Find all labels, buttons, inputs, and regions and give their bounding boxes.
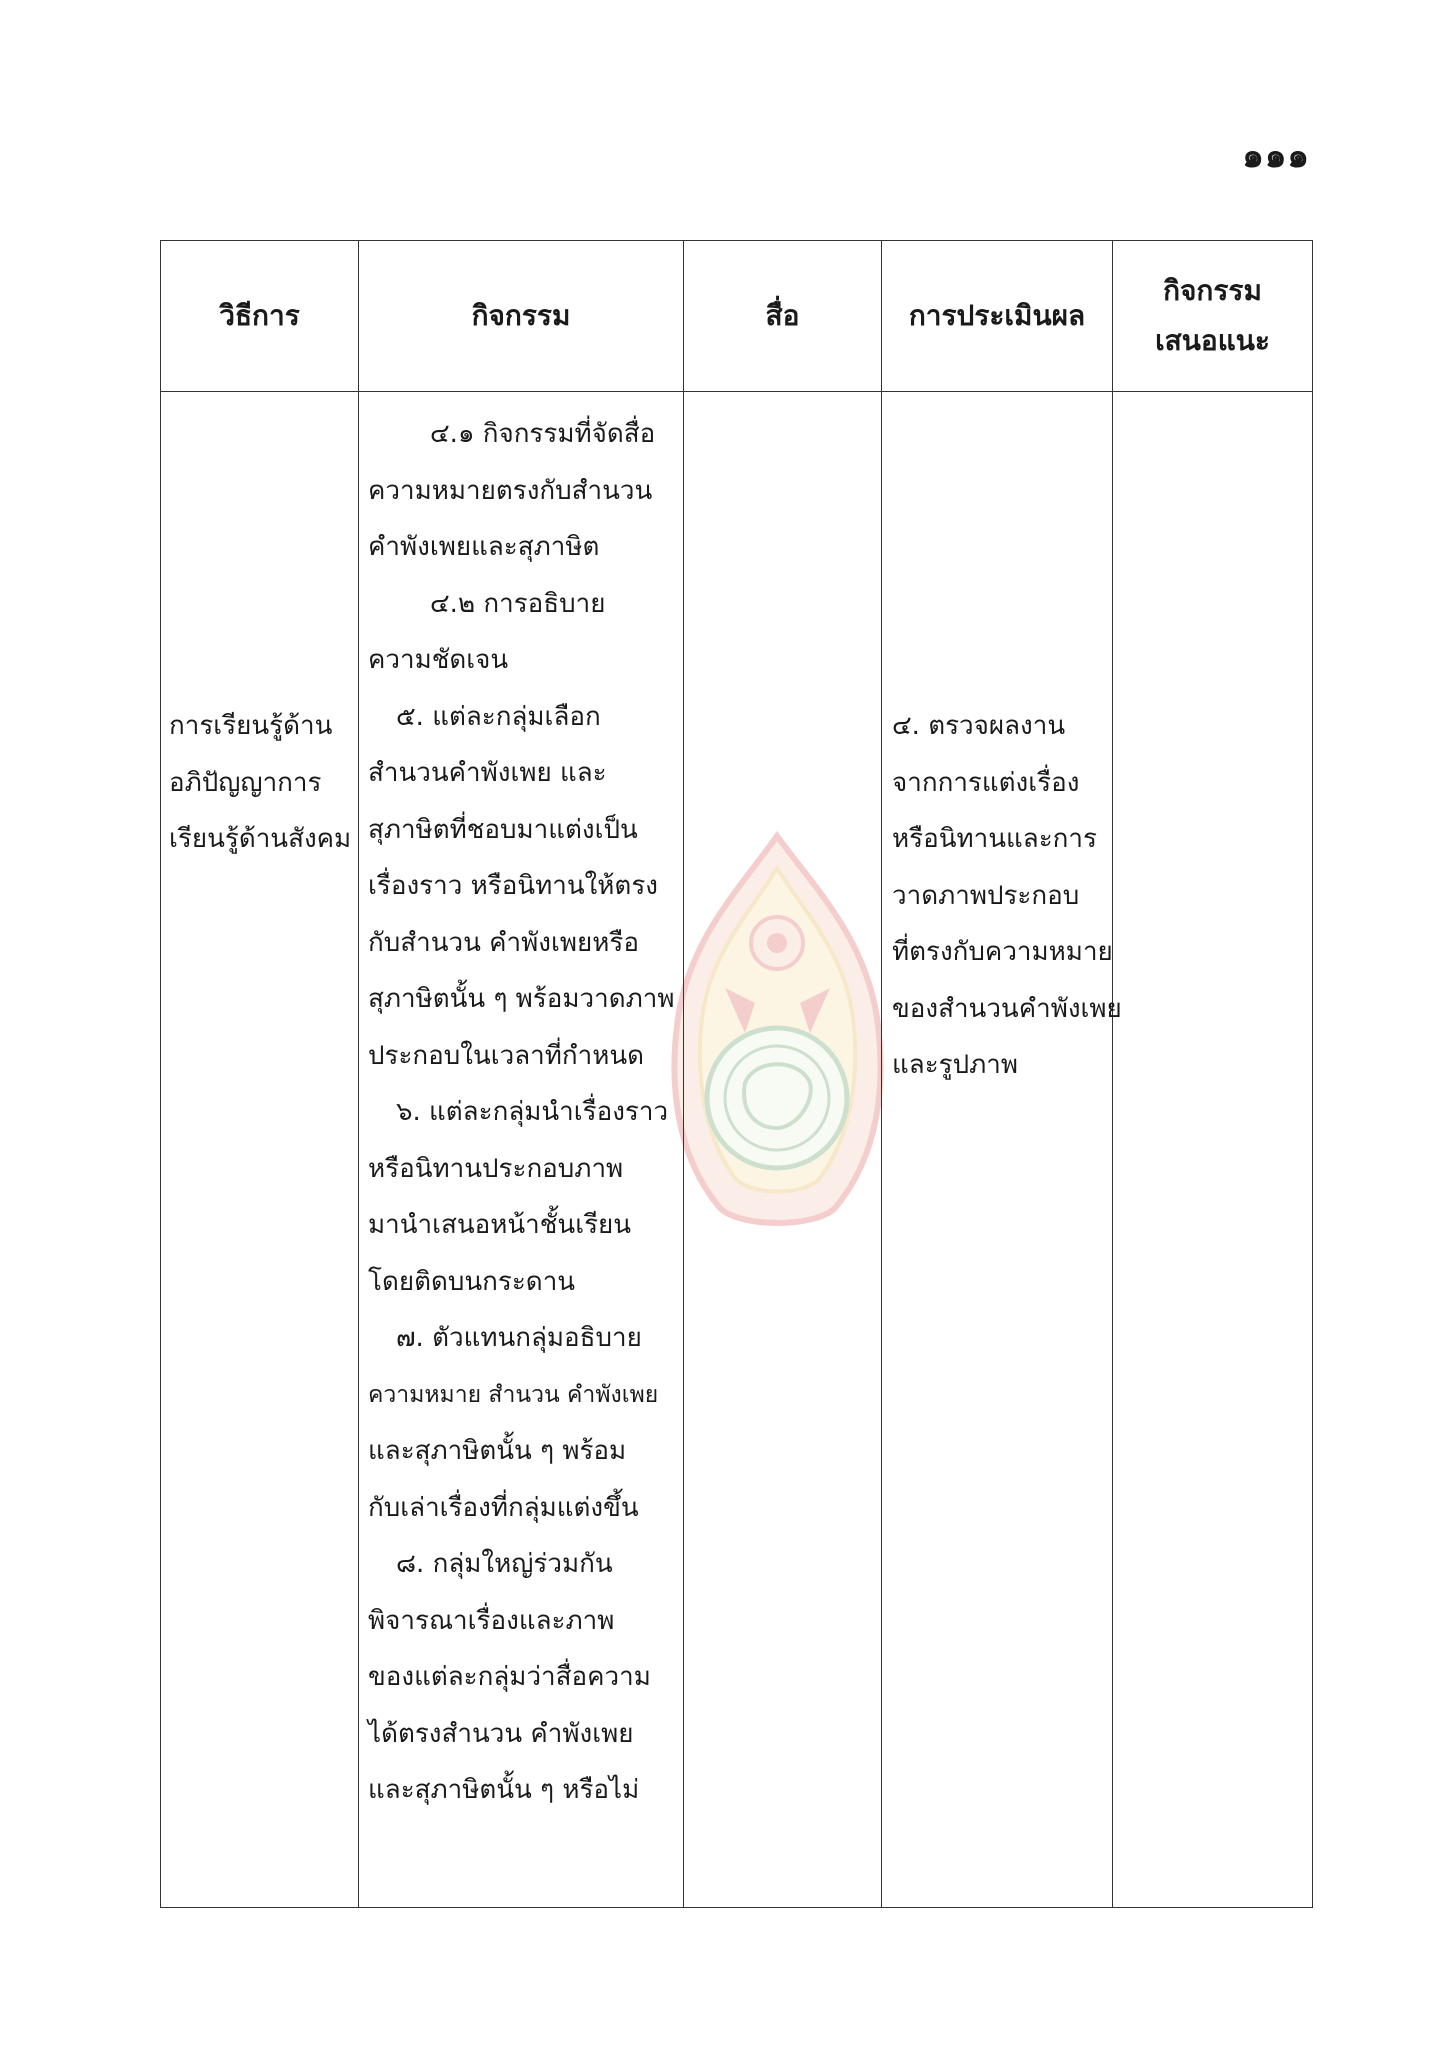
activity-line: ๗. ตัวแทนกลุ่มอธิบาย — [396, 1323, 642, 1353]
activity-line: ของแต่ละกลุ่มว่าสื่อความ — [368, 1662, 651, 1692]
header-suggested-activities — [1113, 241, 1313, 392]
method-line: อภิปัญญาการ — [169, 767, 322, 798]
activity-line: ๕. แต่ละกลุ่มเลือก — [396, 701, 601, 732]
activity-line: หรือนิทานประกอบภาพ — [368, 1153, 624, 1184]
activity-line: ๖. แต่ละกลุ่มนำเรื่องราว — [396, 1097, 669, 1127]
activity-line: และสุภาษิตนั้น ๆ พร้อม — [368, 1436, 627, 1466]
activity-line: ๘. กลุ่มใหญ่ร่วมกัน — [396, 1549, 613, 1579]
activity-line: สำนวนคำพังเพย และ — [368, 758, 607, 788]
activity-line: ความชัดเจน — [368, 645, 509, 675]
evaluation-line: ๔. ตรวจผลงาน — [892, 711, 1066, 741]
evaluation-line: และรูปภาพ — [892, 1050, 1019, 1080]
activity-line: ได้ตรงสำนวน คำพังเพย — [368, 1718, 634, 1749]
activity-line: ๔.๑ กิจกรรมที่จัดสื่อ — [430, 419, 656, 449]
activity-line: และสุภาษิตนั้น ๆ หรือไม่ — [368, 1775, 640, 1805]
lesson-plan-table — [160, 240, 1313, 1908]
page-number: ๑๑๑ — [1242, 136, 1310, 176]
table-row — [161, 392, 1313, 1908]
header-media: สื่อ — [684, 241, 882, 392]
evaluation-line: ที่ตรงกับความหมาย — [892, 937, 1113, 967]
evaluation-line: ของสำนวนคำพังเพย — [892, 993, 1122, 1024]
activity-line: โดยติดบนกระดาน — [368, 1266, 576, 1297]
evaluation-line: วาดภาพประกอบ — [892, 880, 1080, 911]
header-suggested-line-1: กิจกรรม — [1163, 274, 1262, 307]
evaluation-cell — [882, 392, 1122, 1908]
suggested-activities-cell — [1113, 392, 1313, 1908]
activity-line: กับสำนวน คำพังเพยหรือ — [368, 927, 639, 958]
activity-line: ประกอบในเวลาที่กำหนด — [368, 1040, 645, 1071]
activity-line: พิจารณาเรื่องและภาพ — [368, 1605, 615, 1636]
activity-line: คำพังเพยและสุภาษิต — [368, 532, 600, 562]
evaluation-line: หรือนิทานและการ — [892, 824, 1097, 854]
method-line: เรียนรู้ด้านสังคม — [169, 824, 352, 854]
activity-line: สุภาษิตนั้น ๆ พร้อมวาดภาพ — [368, 984, 675, 1014]
header-row — [161, 241, 1313, 392]
header-activities: กิจกรรม — [359, 241, 684, 392]
method-line: การเรียนรู้ด้าน — [169, 711, 333, 741]
activity-line: กับเล่าเรื่องที่กลุ่มแต่งขึ้น — [368, 1492, 639, 1523]
evaluation-line: จากการแต่งเรื่อง — [892, 767, 1080, 798]
media-cell — [684, 392, 882, 1908]
header-suggested-line-2: เสนอแนะ — [1155, 324, 1270, 357]
activity-line: เรื่องราว หรือนิทานให้ตรง — [368, 871, 658, 901]
activity-line: ความหมายตรงกับสำนวน — [368, 475, 653, 506]
header-evaluation: การประเมินผล — [882, 241, 1113, 392]
activity-line: มานำเสนอหน้าชั้นเรียน — [368, 1210, 632, 1240]
activity-line: สุภาษิตที่ชอบมาแต่งเป็น — [368, 814, 638, 845]
activity-line: ความหมาย สำนวน คำพังเพย — [368, 1381, 659, 1408]
activity-line: ๔.๒ การอธิบาย — [430, 588, 606, 619]
method-cell — [161, 392, 359, 1908]
header-method: วิธีการ — [161, 241, 359, 392]
activities-cell — [359, 392, 684, 1908]
